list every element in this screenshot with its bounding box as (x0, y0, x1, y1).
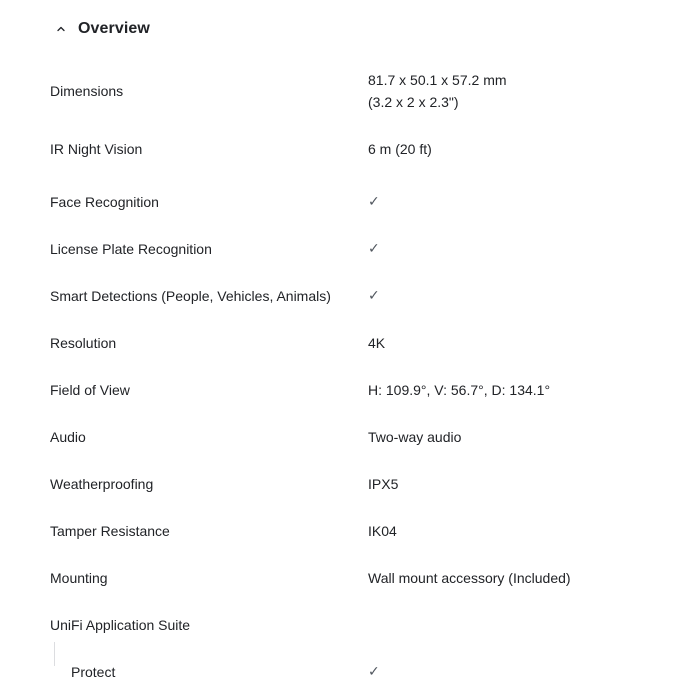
spec-row-weatherproofing (50, 460, 650, 507)
check-icon: ✓ (368, 663, 380, 680)
spec-value-mounting: Wall mount accessory (Included) (368, 569, 571, 586)
spec-label-protect: Protect (71, 663, 116, 680)
spec-label-field-of-view: Field of View (50, 381, 130, 398)
spec-label-license-plate-recognition: License Plate Recognition (50, 240, 212, 257)
spec-label-audio: Audio (50, 428, 86, 445)
spec-row-smart-detections (50, 272, 650, 319)
overview-section-toggle[interactable] (52, 16, 150, 42)
spec-value-field-of-view: H: 109.9°, V: 56.7°, D: 134.1° (368, 381, 551, 398)
spec-label-weatherproofing: Weatherproofing (50, 475, 154, 492)
spec-row-protect (50, 648, 650, 695)
section-title: Overview (78, 20, 150, 37)
spec-row-mounting (50, 554, 650, 601)
spec-label-unifi-application-suite: UniFi Application Suite (50, 616, 191, 633)
check-icon: ✓ (368, 240, 380, 257)
chevron-up-icon (52, 20, 70, 38)
spec-row-ir-night-vision (50, 120, 650, 178)
spec-row-field-of-view (50, 366, 650, 413)
spec-label-smart-detections: Smart Detections (People, Vehicles, Animals) (50, 287, 331, 304)
spec-value-dimensions-imperial: (3.2 x 2 x 2.3") (368, 94, 459, 110)
spec-row-license-plate-recognition (50, 225, 650, 272)
spec-value-tamper-resistance: IK04 (368, 522, 397, 539)
spec-row-audio (50, 413, 650, 460)
tree-connector-line (54, 642, 69, 666)
check-icon: ✓ (368, 287, 380, 304)
spec-label-resolution: Resolution (50, 334, 117, 351)
spec-table (50, 62, 650, 695)
spec-value-ir-night-vision: 6 m (20 ft) (368, 141, 432, 157)
spec-value-audio: Two-way audio (368, 428, 462, 445)
spec-row-dimensions (50, 62, 650, 120)
spec-label-ir-night-vision: IR Night Vision (50, 141, 143, 157)
spec-label-mounting: Mounting (50, 569, 108, 586)
spec-label-dimensions: Dimensions (50, 83, 124, 99)
spec-row-face-recognition (50, 178, 650, 225)
spec-row-unifi-application-suite (50, 601, 650, 648)
spec-label-face-recognition: Face Recognition (50, 193, 159, 210)
spec-row-resolution (50, 319, 650, 366)
spec-value-dimensions (368, 69, 507, 113)
spec-label-tamper-resistance: Tamper Resistance (50, 522, 170, 539)
spec-value-weatherproofing: IPX5 (368, 475, 399, 492)
spec-value-dimensions-metric: 81.7 x 50.1 x 57.2 mm (368, 72, 507, 88)
check-icon: ✓ (368, 193, 380, 210)
spec-value-resolution: 4K (368, 334, 386, 351)
spec-row-tamper-resistance (50, 507, 650, 554)
